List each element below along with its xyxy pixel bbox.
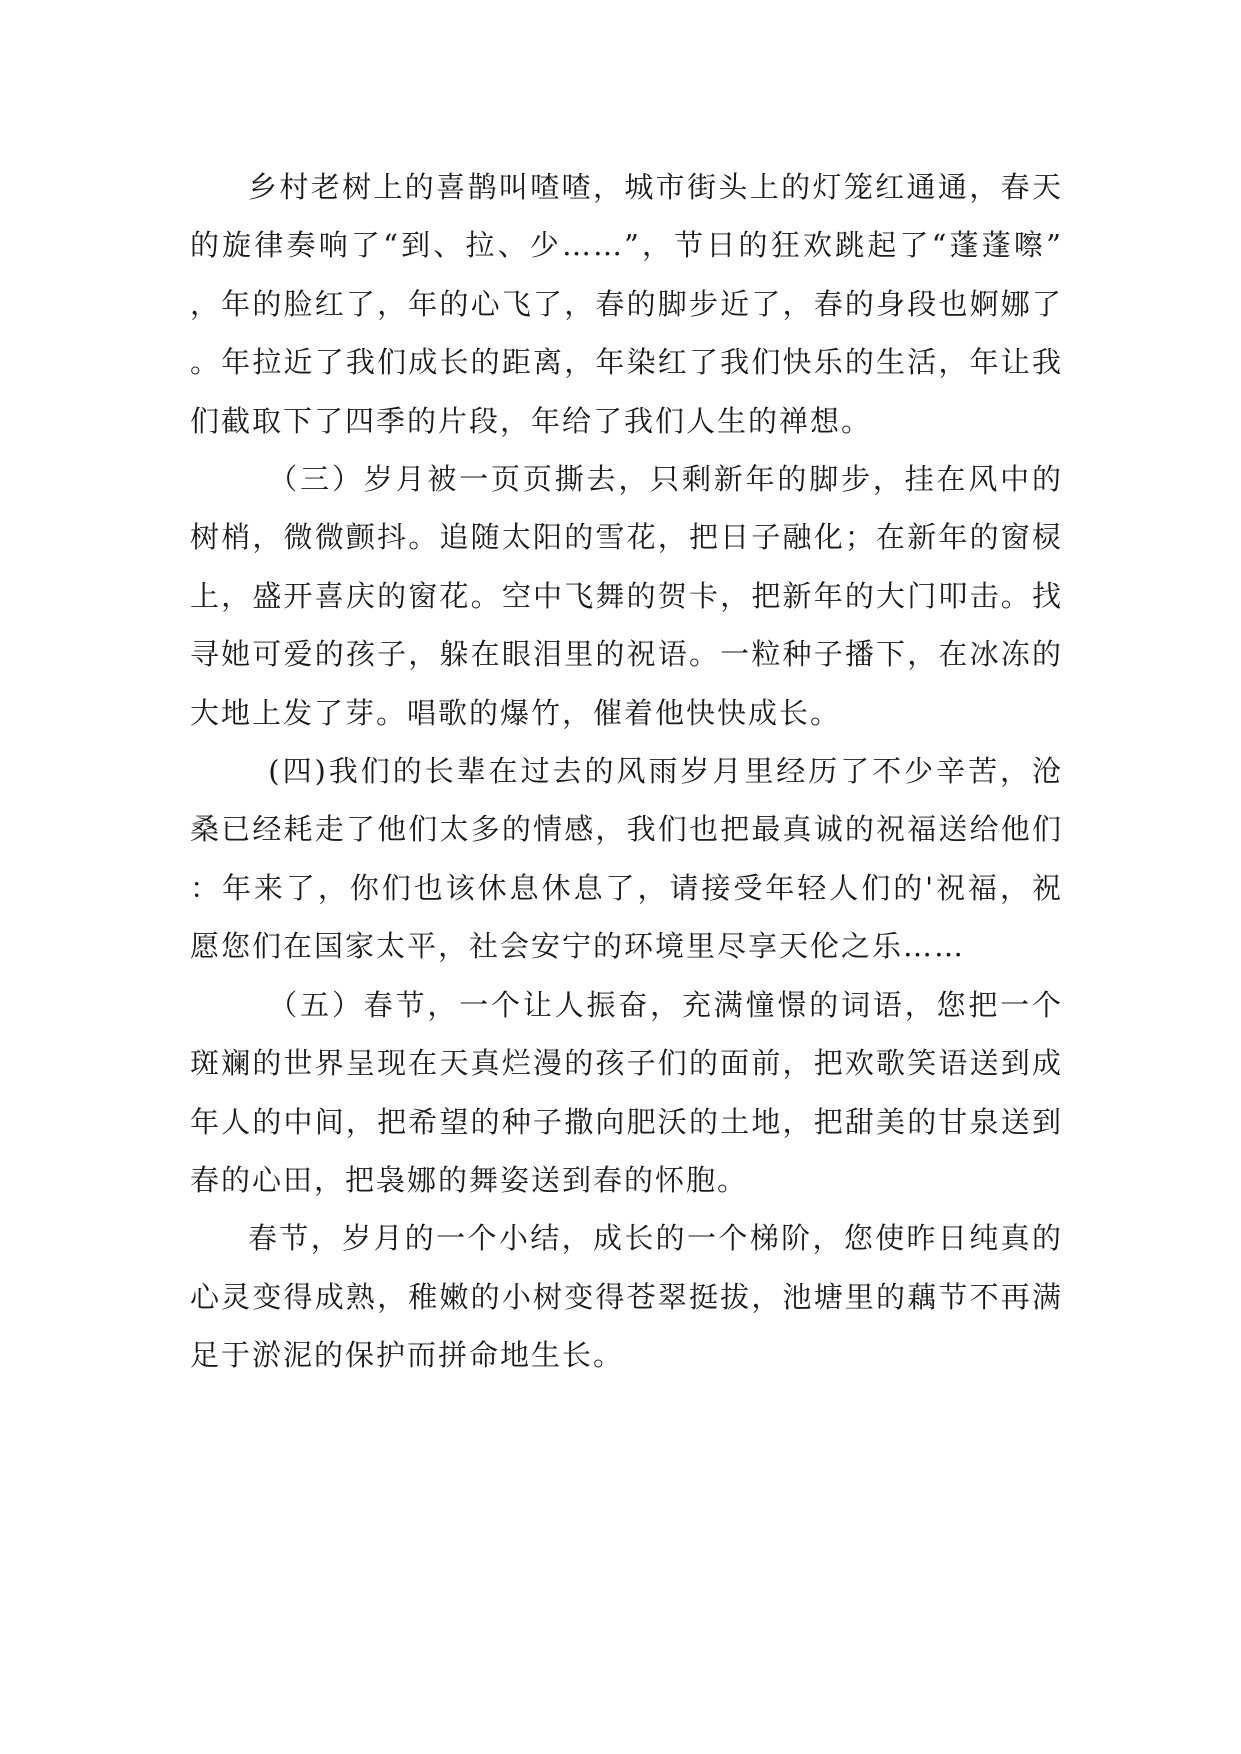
- paragraph-3: (四)我们的长辈在过去的风雨岁月里经历了不少辛苦，沧桑已经耗走了他们太多的情感，我们也把最真诚的祝福送给他们：年来了，你们也该休息休息了，请接受年轻人们的'祝福，祝愿您们在国家太平，社会安宁的环境里尽享天伦之乐……: [190, 754, 1063, 964]
- paragraph-5: 春节，岁月的一个小结，成长的一个梯阶，您使昨日纯真的心灵变得成熟，稚嫩的小树变得苍翠挺拔，池塘里的藕节不再满足于淤泥的保护而拼命地生长。: [190, 1221, 1063, 1373]
- paragraph-1: 乡村老树上的喜鹊叫喳喳，城市街头上的灯笼红通通，春天的旋律奏响了“到、拉、少……”，节日的狂欢跳起了“蓬蓬嚓”，年的脸红了，年的心飞了，春的脚步近了，春的身段也婀娜了。年拉近了我们成长的距离，年染红了我们快乐的生活，年让我们截取下了四季的片段，年给了我们人生的禅想。: [190, 170, 1063, 438]
- paragraph-2: （三）岁月被一页页撕去，只剩新年的脚步，挂在风中的树梢，微微颤抖。追随太阳的雪花，把日子融化；在新年的窗棂上，盛开喜庆的窗花。空中飞舞的贺卡，把新年的大门叩击。找寻她可爱的孩子，躲在眼泪里的祝语。一粒种子播下，在冰冻的大地上发了芽。唱歌的爆竹，催着他快快成长。: [190, 462, 1063, 730]
- document-body: [190, 158, 1063, 1385]
- paragraph-4: （五）春节，一个让人振奋，充满憧憬的词语，您把一个斑斓的世界呈现在天真烂漫的孩子们的面前，把欢歌笑语送到成年人的中间，把希望的种子撒向肥沃的土地，把甜美的甘泉送到春的心田，把袅娜的舞姿送到春的怀胞。: [190, 987, 1063, 1197]
